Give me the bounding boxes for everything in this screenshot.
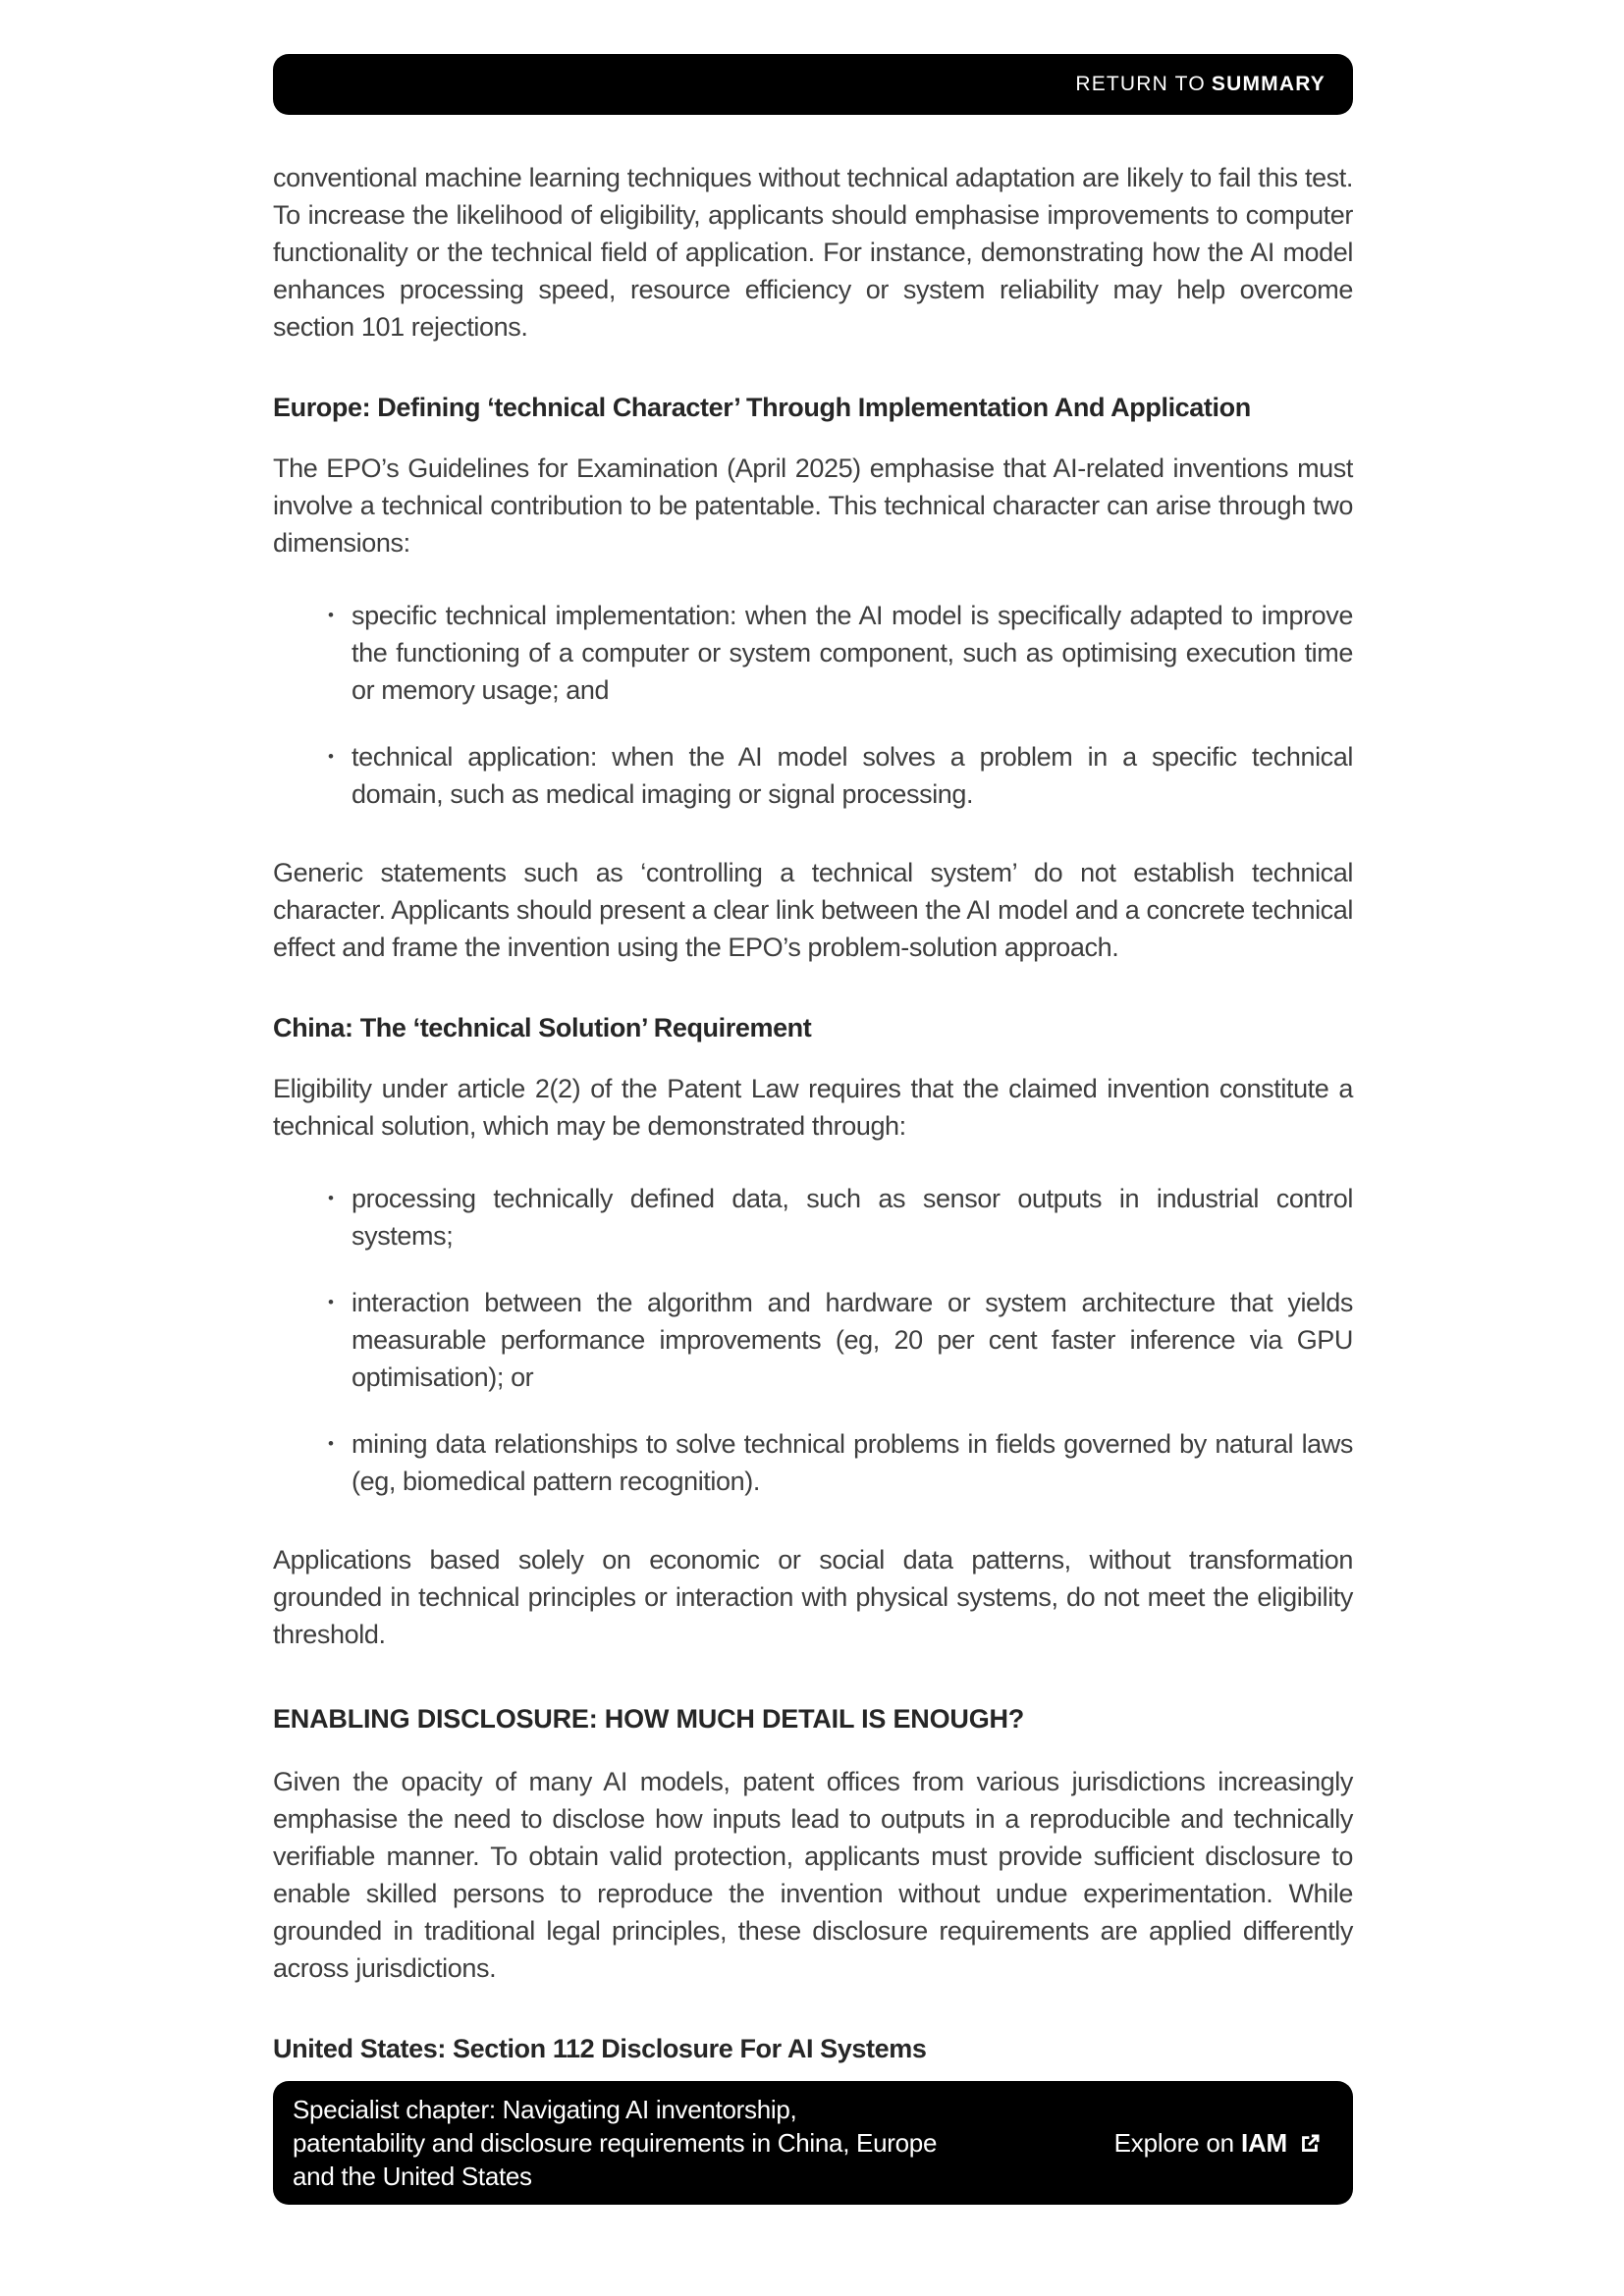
article-body: [273, 159, 1353, 2091]
bullet-text: interaction between the algorithm and hardware or system architecture that yields measurable performance improvements (eg, 20 per cent faster inference via GPU optimisation); or: [352, 1288, 1353, 1392]
paragraph-europe-1: The EPO’s Guidelines for Examination (April 2025) emphasise that AI-related inventions must involve a technical contribution to be patentable. This technical character can arise through two dimensions:: [273, 454, 1353, 558]
external-link-icon: [1297, 2130, 1324, 2157]
paragraph-china-1: Eligibility under article 2(2) of the Patent Law requires that the claimed invention constitute a technical solution, which may be demonstrated through:: [273, 1074, 1353, 1141]
paragraph-intro-continuation: conventional machine learning techniques without technical adaptation are likely to fail this test. To increase the likelihood of eligibility, applicants should emphasise improvements to computer functionality or the technical field of application. For instance, demonstrating how the AI model enhances processing speed, resource efficiency or system reliability may help overcome section 101 rejections.: [273, 163, 1353, 342]
heading-europe: Europe: Defining ‘technical Character’ Through Implementation And Application: [273, 393, 1251, 422]
explore-on-iam-link[interactable]: [1114, 2128, 1324, 2159]
bullet-text: mining data relationships to solve technical problems in fields governed by natural laws (eg, biomedical pattern recognition).: [352, 1429, 1353, 1496]
bullet-item: [273, 1284, 1353, 1396]
chapter-title-line: patentability and disclosure requirements in China, Europe: [293, 2128, 938, 2158]
paragraph-disclosure-1: Given the opacity of many AI models, patent offices from various jurisdictions increasingly emphasise the need to disclose how inputs lead to outputs in a reproducible and technically verifiable manner. To obtain valid protection, applicants must provide sufficient disclosure to enable skilled persons to reproduce the invention without undue experimentation. While grounded in traditional legal principles, these disclosure requirements are applied differently across jurisdictions.: [273, 1767, 1353, 1983]
return-to-summary-button[interactable]: [273, 54, 1353, 115]
bullet-marker: •: [328, 1434, 334, 1453]
chapter-title: [293, 2093, 937, 2193]
heading-china: China: The ‘technical Solution’ Requirement: [273, 1013, 812, 1042]
bullet-list-china: [273, 1180, 1353, 1500]
return-to-label: RETURN TO: [1075, 73, 1206, 95]
chapter-title-line: and the United States: [293, 2162, 532, 2191]
paragraph-china-2: Applications based solely on economic or social data patterns, without transformation grounded in technical principles or interaction with physical systems, do not meet the eligibility threshold.: [273, 1545, 1353, 1649]
paragraph-europe-2: Generic statements such as ‘controlling a technical system’ do not establish technical character. Applicants should present a clear link between the AI model and a concrete technical effect and frame the invention using the EPO’s problem-solution approach.: [273, 858, 1353, 962]
bullet-text: processing technically defined data, such as sensor outputs in industrial control systems;: [352, 1184, 1353, 1251]
footer-bar: [273, 2081, 1353, 2205]
summary-label: SUMMARY: [1211, 73, 1326, 95]
bullet-marker: •: [328, 1189, 334, 1207]
bullet-text: specific technical implementation: when the AI model is specifically adapted to improve the functioning of a computer or system component, such as optimising execution time or memory usage; and: [352, 601, 1353, 705]
bullet-list-europe: [273, 597, 1353, 813]
heading-united-states: United States: Section 112 Disclosure For AI Systems: [273, 2034, 927, 2063]
bullet-text: technical application: when the AI model solves a problem in a specific technical domain, such as medical imaging or signal processing.: [352, 742, 1353, 809]
bullet-marker: •: [328, 606, 334, 624]
explore-on-label: Explore on: [1113, 2127, 1234, 2158]
iam-brand-label: IAM: [1240, 2127, 1287, 2158]
bullet-marker: •: [328, 1293, 334, 1311]
chapter-title-line: Specialist chapter: Navigating AI inventorship,: [293, 2095, 797, 2124]
bullet-marker: •: [328, 747, 334, 766]
bullet-item: [273, 1425, 1353, 1500]
bullet-item: [273, 738, 1353, 813]
bullet-item: [273, 1180, 1353, 1255]
heading-enabling-disclosure: ENABLING DISCLOSURE: HOW MUCH DETAIL IS ENOUGH?: [273, 1704, 1025, 1734]
bullet-item: [273, 597, 1353, 709]
